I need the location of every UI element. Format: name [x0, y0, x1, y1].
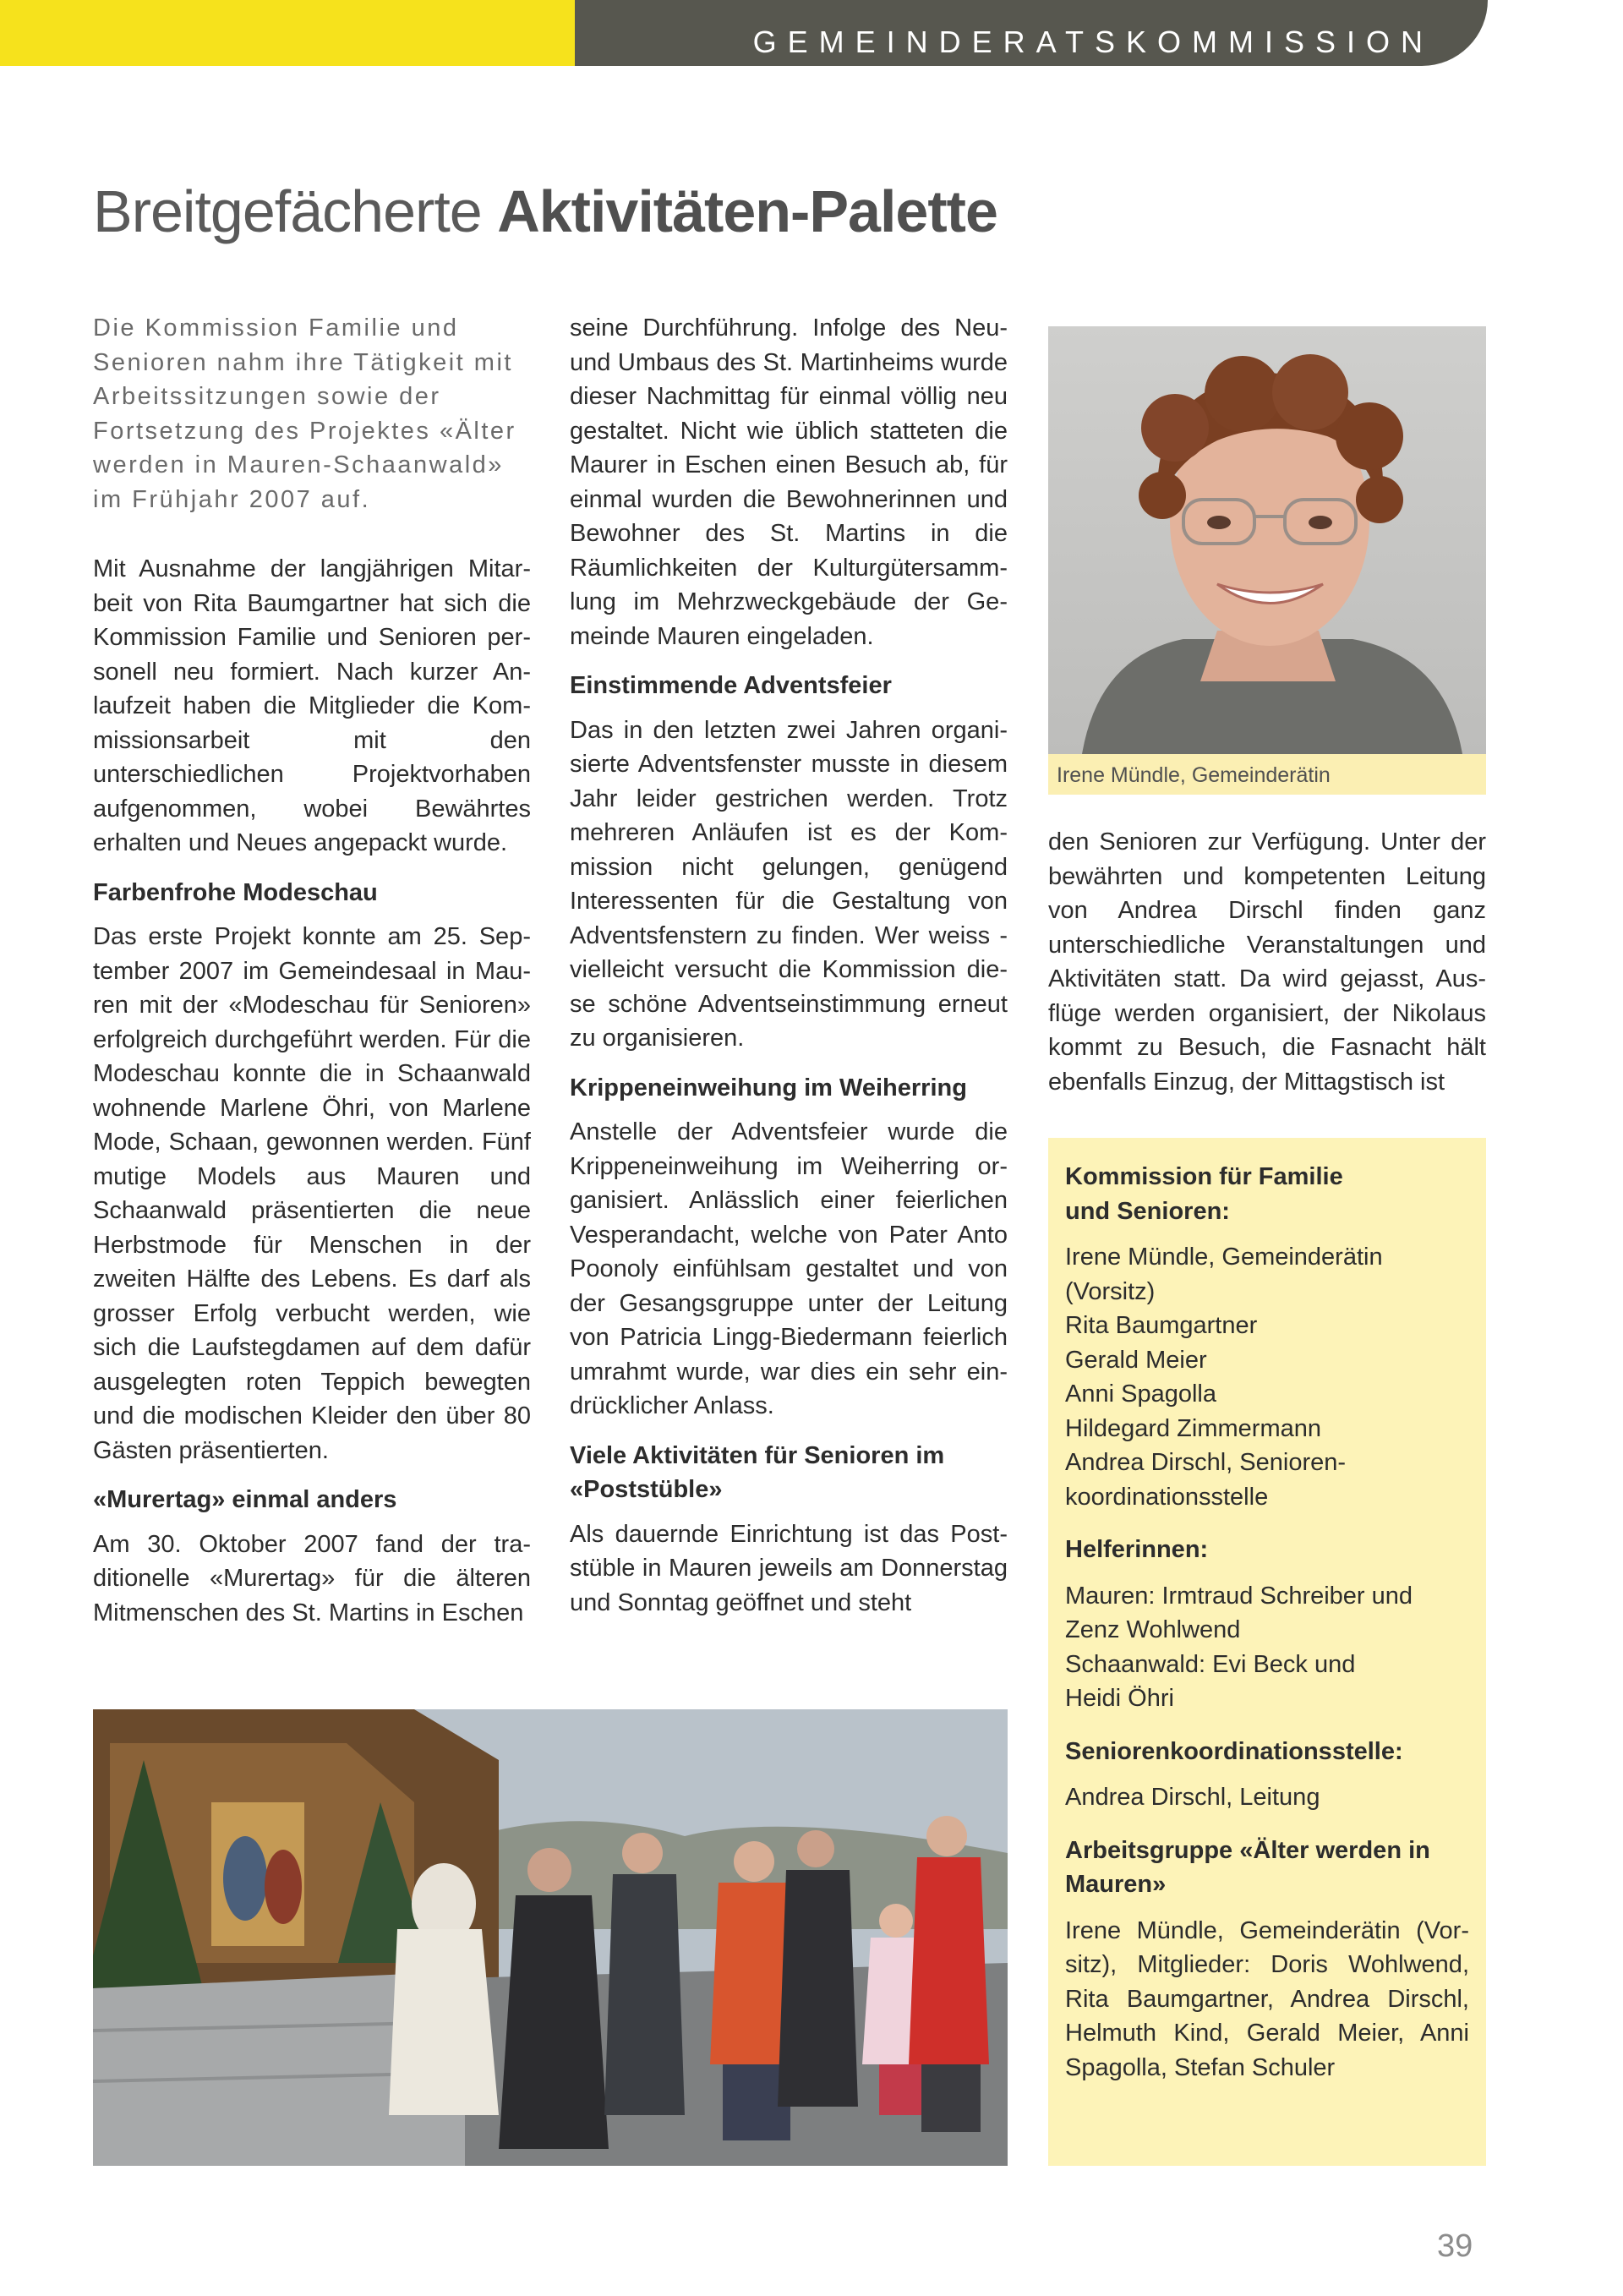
heading-modeschau: Farbenfrohe Modeschau [93, 878, 378, 906]
header-section-bar [575, 0, 1488, 66]
portrait-photo [1048, 326, 1486, 754]
member-line: Rita Baumgartner [1065, 1312, 1258, 1339]
helper-line: Mauren: Irmtraud Schreiber und [1065, 1582, 1413, 1610]
commission-info-box [1048, 1138, 1486, 2166]
workgroup-members: Irene Mündle, Gemeinderätin (Vorsitz), Mitglieder: Doris Wohlwend, Rita Baumgartner, Andrea Dirschl, Helmuth Kind, Gerald Meier, Anni Spagolla, Stefan Schuler [1065, 1916, 1469, 2081]
member-line: Anni Spagolla [1065, 1380, 1216, 1408]
member-line: (Vorsitz) [1065, 1277, 1156, 1305]
heading-krippeneinweihung: Krippeneinweihung im Weiherring [570, 1074, 967, 1102]
heading-adventsfeier: Einstimmende Adventsfeier [570, 672, 892, 699]
title-light: Breitgefächerte [93, 178, 482, 244]
coordination-line: Andrea Dirschl, Leitung [1065, 1784, 1320, 1811]
paragraph-adventsfeier: Das in den letzten zwei Jahren organisierte Adventsfenster musste in diesem Jahr leider gestrichen werden. Trotz mehreren Anläufen ist es der Kommission nicht gelungen, genügend Interessenten für die Gestaltung von Adventsfenstern zu finden. Wer weiss - vielleicht versucht die Kommission diese schöne Adventseinstimmung erneut zu organisieren. [570, 716, 1008, 1052]
paragraph-murertag-continued: seine Durchführung. Infolge des Neu- und Umbaus des St. Martinheims wurde dieser Nachmittag für einmal völlig neu gestaltet. Nicht wie üblich statteten die Maurer in Eschen einen Besuch ab, für einmal wurden die Bewohnerinnen und Bewohner des St. Martins in die Räumlichkeiten der Kulturgütersammlung im Mehrzweckgebäude der Gemeinde Mauren eingeladen. [570, 314, 1008, 650]
paragraph-krippeneinweihung: Anstelle der Adventsfeier wurde die Krippeneinweihung im Weiherring organisiert. Anlässlich einer feierlichen Vesperandacht, welche von Pater Anto Poonoly einfühlsam gestaltet und von der Gesangsgruppe unter der Leitung von Patricia Lingg-Biedermann feierlich umrahmt wurde, war dies ein sehr eindrücklicher Anlass. [570, 1118, 1008, 1419]
portrait-illustration [1048, 326, 1486, 754]
sidebar-heading-helpers: Helferinnen: [1065, 1536, 1209, 1563]
event-photo-illustration [93, 1709, 1008, 2166]
member-line: Hildegard Zimmermann [1065, 1414, 1321, 1442]
helper-line: Heidi Öhri [1065, 1685, 1174, 1712]
article-column-3 [1048, 825, 1486, 1099]
sidebar-heading-commission [1065, 1160, 1469, 1228]
sidebar-heading-commission-line1: Kommission für Familie [1065, 1163, 1343, 1190]
event-photo [93, 1709, 1008, 2166]
section-label: GEMEINDERATSKOMMISSION [752, 25, 1434, 59]
member-line: Andrea Dirschl, Senioren- [1065, 1449, 1347, 1476]
member-line: Gerald Meier [1065, 1346, 1207, 1374]
heading-murertag: «Murertag» einmal anders [93, 1486, 397, 1513]
sidebar-heading-coordination: Seniorenkoordinationsstelle: [1065, 1737, 1403, 1765]
paragraph-intro: Mit Ausnahme der langjährigen Mitarbeit von Rita Baumgartner hat sich die Kommission Familie und Senioren personell neu formiert. Nach kurzer Anlaufzeit haben die Mitglieder die Kommissionsarbeit mit den unterschiedlichen Projektvorhaben aufgenommen, wobei Bewährtes erhalten und Neues angepackt wurde. [93, 555, 531, 856]
title-bold: Aktivitäten-Palette [497, 178, 997, 244]
article-column-1 [93, 311, 531, 1630]
sidebar-heading-commission-line2: und Senioren: [1065, 1197, 1230, 1225]
member-line: koordinationsstelle [1065, 1483, 1269, 1511]
sidebar-heading-workgroup: Arbeitsgruppe «Älter werden in Mauren» [1065, 1836, 1430, 1898]
member-line: Irene Mündle, Gemeinderätin [1065, 1244, 1383, 1271]
heading-poststueble: Viele Aktivitäten für Senioren im «Poststüble» [570, 1441, 945, 1503]
paragraph-modeschau: Das erste Projekt konnte am 25. September 2007 im Gemeindesaal in Mauren mit der «Modeschau für Senioren» erfolgreich durchgeführt werden. Für die Modeschau konnte die in Schaanwald wohnende Marlene Öhri, von Marlene Mode, Schaan, gewonnen werden. Fünf mutige Models aus Mauren und Schaanwald präsentierten die neue Herbstmode für Menschen in der zweiten Hälfte des Lebens. Es darf als grosser Erfolg verbucht werden, wie sich die Laufstegdamen auf dem dafür ausgelegten roten Teppich bewegten und die modischen Kleider den über 80 Gästen präsentierten. [93, 923, 531, 1464]
article-lead: Die Kommission Familie und Senioren nahm ihre Tätigkeit mit Arbeitssitzungen sowie der Fortsetzung des Projektes «Älter werden in Mauren-Schaanwald» im Frühjahr 2007 auf. [93, 314, 516, 513]
page-title [93, 178, 997, 245]
portrait-caption: Irene Mündle, Gemeinderätin [1048, 754, 1486, 795]
header-accent-bar [0, 0, 575, 66]
paragraph-poststueble-continued: den Senioren zur Verfügung. Unter der bewährten und kompetenten Leitung von Andrea Dirschl finden ganz unterschiedliche Veranstaltungen und Aktivitäten statt. Da wird gejasst, Ausflüge werden organisiert, der Nikolaus kommt zu Besuch, die Fasnacht hält ebenfalls Einzug, der Mittagstisch ist [1048, 828, 1486, 1096]
article-column-2 [570, 311, 1008, 1620]
helper-line: Zenz Wohlwend [1065, 1616, 1241, 1643]
paragraph-poststueble: Als dauernde Einrichtung ist das Poststüble in Mauren jeweils am Donnerstag und Sonntag geöffnet und steht [570, 1520, 1008, 1616]
paragraph-murertag: Am 30. Oktober 2007 fand der traditionelle «Murertag» für die älteren Mitmenschen des St. Martins in Eschen [93, 1530, 531, 1626]
helper-line: Schaanwald: Evi Beck und [1065, 1650, 1356, 1678]
page-number: 39 [1437, 2228, 1473, 2264]
